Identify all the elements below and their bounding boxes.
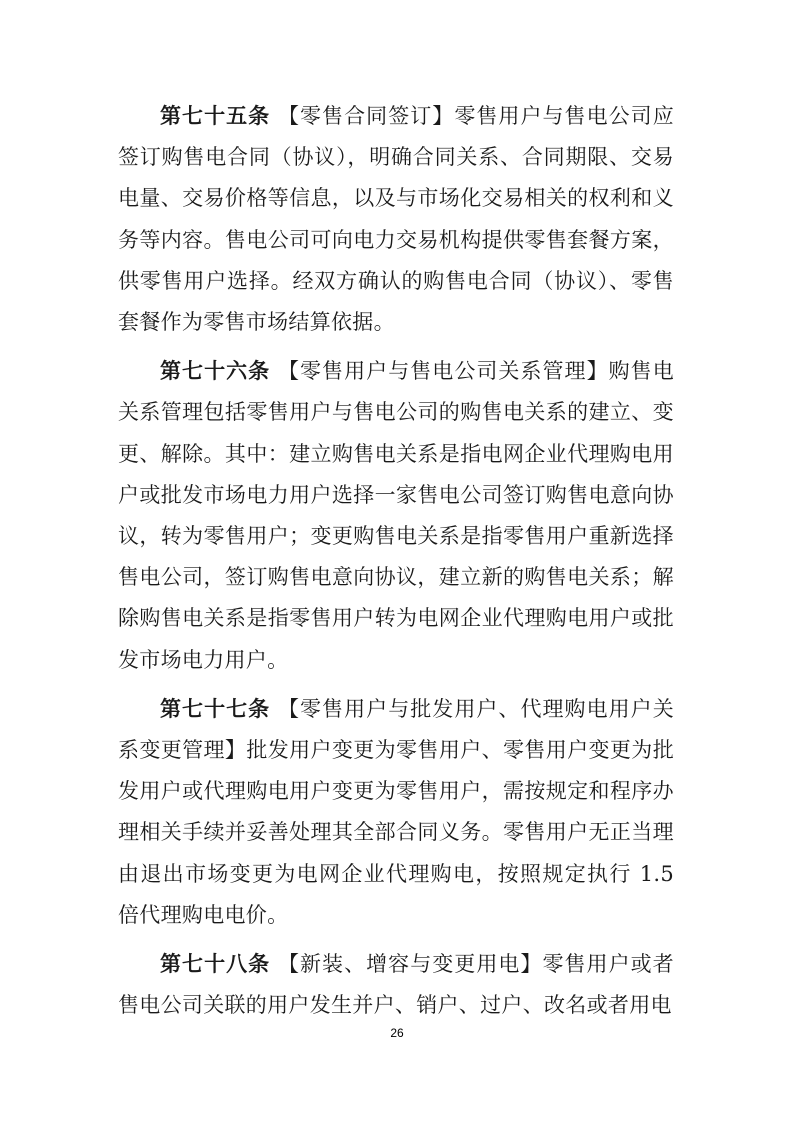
article-number: 第七十七条 [160,696,271,721]
article-number: 第七十八条 [160,952,271,977]
article-75 [118,96,674,343]
article-title: 【新装、增容与变更用电】 [277,952,543,977]
article-body: 零售用户或者售电公司关联的用户发生并户、销户、过户、改名或者用电 [118,952,674,1018]
article-78 [118,944,674,1026]
page-number: 26 [390,1026,404,1040]
article-number: 第七十六条 [160,359,271,384]
article-76 [118,351,674,681]
article-title: 【零售用户与批发用户、代理购电用户关系变更管理】 [118,696,675,763]
article-body: 批发用户变更为零售用户、零售用户变更为批发用户或代理购电用户变更为零售用户，需按规定和程序办理相关手续并妥善处理其全部合同义务。零售用户无正当理由退出市场变更为电网企业代理购电，按照规定执行 1.5 倍代理购电电价。 [118,738,674,927]
document-page [118,96,674,1034]
article-title: 【零售合同签订】 [277,104,455,128]
article-title: 【零售用户与售电公司关系管理】 [277,359,609,384]
article-body: 购售电关系管理包括零售用户与售电公司的购售电关系的建立、变更、解除。其中：建立购售电关系是指电网企业代理购电用户或批发市场电力用户选择一家售电公司签订购售电意向协议，转为零售用户；变更购售电关系是指零售用户重新选择售电公司，签订购售电意向协议，建立新的购售电关系；解除购售电关系是指零售用户转为电网企业代理购电用户或批发市场电力用户。 [118,359,675,672]
article-body: 零售用户与售电公司应签订购售电合同（协议），明确合同关系、合同期限、交易电量、交易价格等信息，以及与市场化交易相关的权利和义务等内容。售电公司可向电力交易机构提供零售套餐方案，供零售用户选择。经双方确认的购售电合同（协议）、零售套餐作为零售市场结算依据。 [118,104,675,335]
article-number: 第七十五条 [160,104,271,128]
article-77 [118,689,674,936]
